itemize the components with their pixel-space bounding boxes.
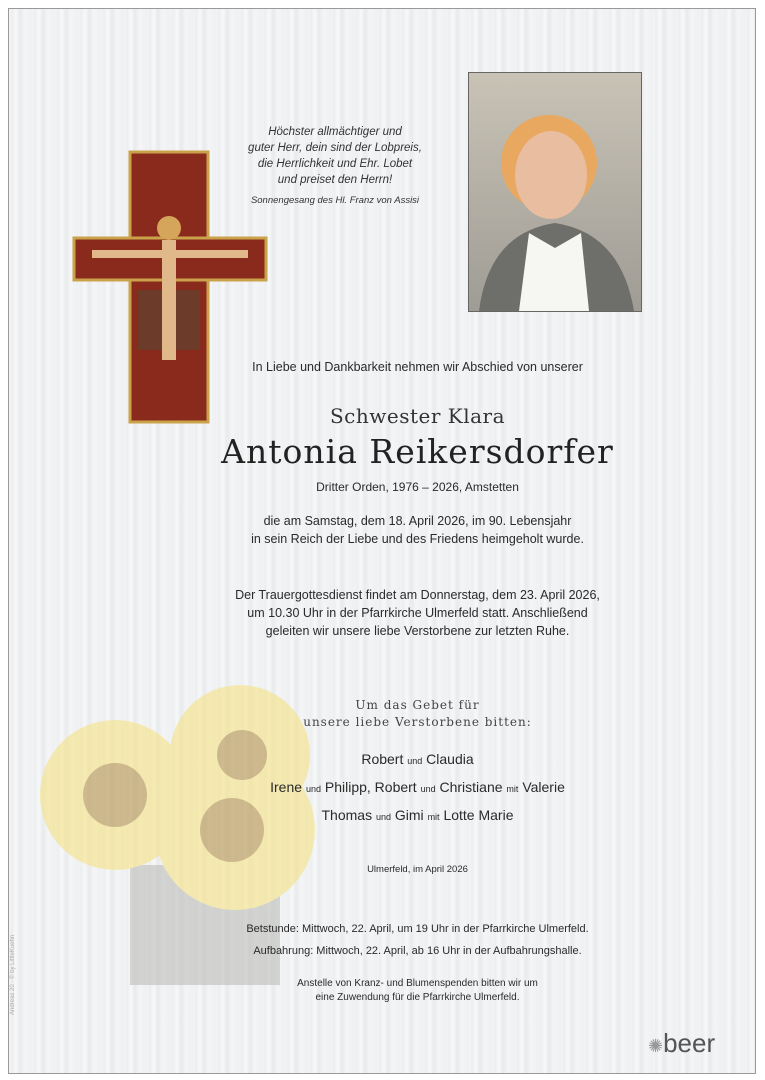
deceased-name: Antonia Reikersdorfer — [221, 432, 614, 471]
death-text — [190, 512, 645, 548]
religious-name: Schwester Klara — [329, 404, 506, 428]
quote-line: die Herrlichkeit und Ehr. Lobet — [257, 158, 413, 170]
mourner-row — [190, 746, 645, 774]
death-line: die am Samstag, dem 18. April 2026, im 90. Lebensjahr — [263, 514, 572, 528]
subtitle: Dritter Orden, 1976 – 2026, Amstetten — [316, 480, 519, 494]
mourner: Lotte Marie — [443, 807, 514, 823]
service-text — [190, 586, 645, 640]
mourner: Thomas — [321, 807, 373, 823]
logo-text: beer — [663, 1028, 716, 1058]
death-line: in sein Reich der Liebe und des Friedens heimgeholt wurde. — [251, 532, 584, 546]
mourners — [190, 746, 645, 830]
quote-line: Höchster allmächtiger und — [268, 126, 402, 138]
dandelion-icon: ✺ — [648, 1036, 664, 1056]
aufbahrung: Aufbahrung: Mittwoch, 22. April, ab 16 Uhr in der Aufbahrungshalle. — [253, 945, 582, 957]
conjunction: und — [375, 812, 391, 822]
mourner-row — [190, 802, 645, 830]
mourner: Irene — [270, 779, 303, 795]
donation-line: eine Zuwendung für die Pfarrkirche Ulmerfeld. — [315, 992, 520, 1003]
quote-source: Sonnengesang des Hl. Franz von Assisi — [250, 195, 420, 206]
prayer-line: unsere liebe Verstorbene bitten: — [303, 715, 532, 729]
place-date: Ulmerfeld, im April 2026 — [367, 864, 468, 875]
service-line: Der Trauergottesdienst findet am Donnerstag, dem 23. April 2026, — [235, 588, 600, 602]
mourner: Gimi — [394, 807, 424, 823]
mourner: Claudia — [426, 751, 474, 767]
portrait-photo — [468, 72, 642, 312]
funeral-home-logo — [648, 1028, 715, 1059]
mourner: Christiane — [439, 779, 503, 795]
service-line: um 10.30 Uhr in der Pfarrkirche Ulmerfeld statt. Anschließend — [247, 606, 588, 620]
conjunction: und — [407, 756, 423, 766]
conjunction: mit — [427, 812, 440, 822]
donation-note — [190, 977, 645, 1005]
conjunction: mit — [506, 784, 519, 794]
betstunde: Betstunde: Mittwoch, 22. April, um 19 Uhr in der Pfarrkirche Ulmerfeld. — [246, 923, 589, 935]
quote-line: und preiset den Herrn! — [277, 174, 393, 186]
quote — [220, 124, 450, 209]
mourner: Philipp, Robert — [324, 779, 417, 795]
mourner: Valerie — [522, 779, 565, 795]
intro-text: In Liebe und Dankbarkeit nehmen wir Abschied von unserer — [252, 360, 583, 374]
prayer-line: Um das Gebet für — [355, 698, 480, 712]
mourner-row — [190, 774, 645, 802]
quote-line: guter Herr, dein sind der Lobpreis, — [248, 142, 422, 154]
service-line: geleiten wir unsere liebe Verstorbene zur letzten Ruhe. — [265, 624, 570, 638]
conjunction: und — [305, 784, 321, 794]
prayer-request — [190, 697, 645, 731]
donation-line: Anstelle von Kranz- und Blumenspenden bitten wir um — [297, 978, 538, 989]
mourner: Robert — [361, 751, 404, 767]
conjunction: und — [420, 784, 436, 794]
side-credit: Andreas 20 · © by LittleKuehn — [10, 934, 16, 1015]
